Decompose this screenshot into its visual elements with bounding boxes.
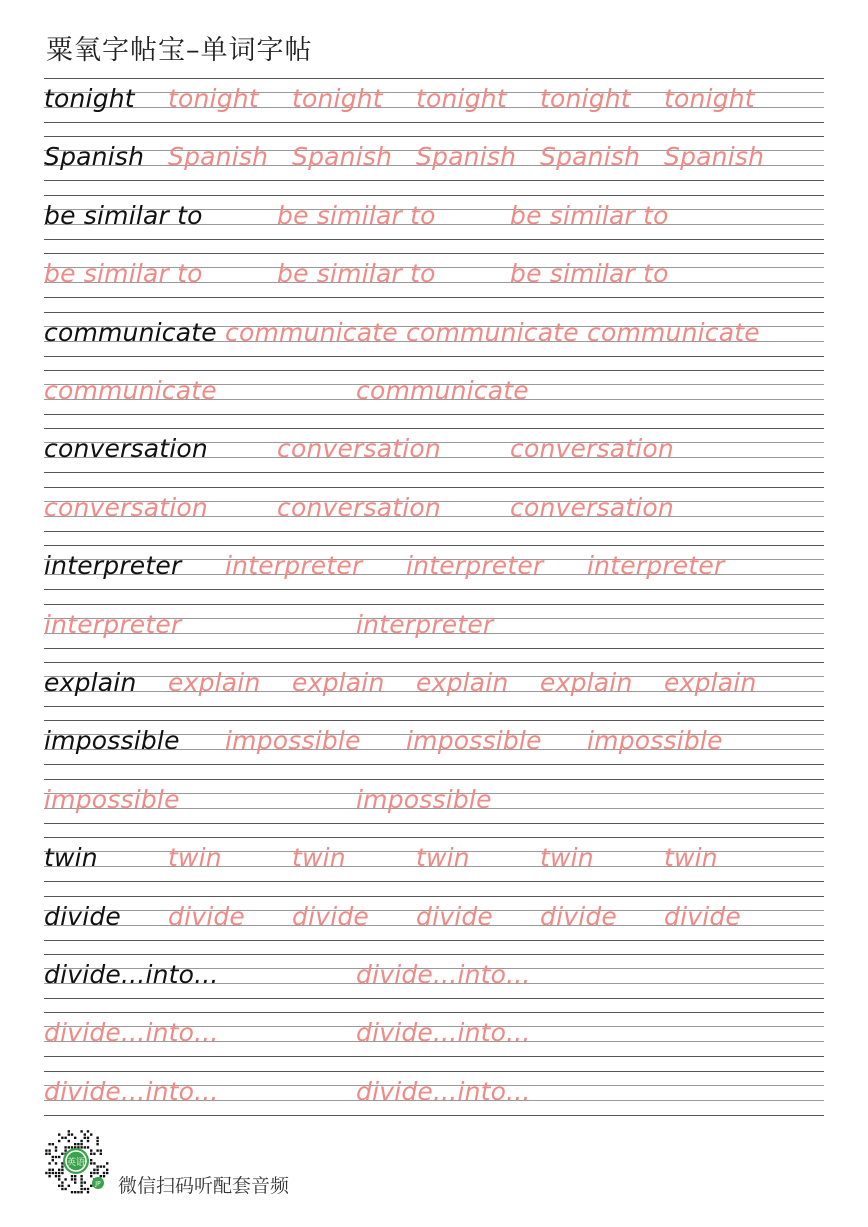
ruled-line <box>44 356 824 357</box>
qr-module <box>96 1143 98 1145</box>
practice-row <box>44 1012 824 1070</box>
qr-module <box>80 1130 82 1132</box>
ruled-line <box>44 370 824 371</box>
ruled-line <box>44 648 824 649</box>
trace-word: divide <box>416 901 494 931</box>
model-word: communicate <box>44 317 217 347</box>
trace-word: tonight <box>540 84 631 113</box>
trace-word: conversation <box>44 492 208 522</box>
ruled-line <box>44 297 824 298</box>
ruled-line <box>44 881 824 882</box>
trace-word: tonight <box>416 84 507 113</box>
trace-word: communicate <box>356 376 529 405</box>
qr-module <box>90 1159 92 1161</box>
trace-word: explain <box>664 668 757 697</box>
trace-word: twin <box>168 843 222 873</box>
ruled-line <box>44 136 824 137</box>
model-word: divide <box>44 901 122 931</box>
ruled-line <box>44 239 824 240</box>
trace-word: Spanish <box>292 142 393 172</box>
trace-word: divide...into... <box>356 1018 531 1048</box>
qr-module <box>45 1172 47 1174</box>
qr-module <box>68 1185 70 1187</box>
practice-row <box>44 954 824 1012</box>
qr-module <box>52 1156 54 1158</box>
trace-word: tonight <box>168 84 259 113</box>
footer-caption: 微信扫码听配套音频 <box>118 1175 290 1197</box>
qr-module <box>45 1149 47 1151</box>
trace-word: communicate <box>587 317 760 347</box>
trace-word: be similar to <box>277 259 436 289</box>
qr-module <box>96 1172 98 1174</box>
practice-row <box>44 1071 824 1129</box>
qr-module <box>103 1165 105 1167</box>
qr-module <box>55 1149 57 1151</box>
qr-module <box>93 1162 95 1164</box>
qr-module <box>80 1181 82 1183</box>
qr-module <box>52 1169 54 1171</box>
practice-row <box>44 896 824 954</box>
trace-word: impossible <box>356 784 492 814</box>
qr-module <box>52 1159 54 1161</box>
qr-module <box>80 1175 82 1177</box>
qr-module <box>55 1146 57 1148</box>
qr-module <box>80 1191 82 1193</box>
qr-module <box>71 1146 73 1148</box>
ruled-line <box>44 180 824 181</box>
qr-module <box>61 1185 63 1187</box>
model-word: conversation <box>44 434 208 464</box>
qr-module <box>96 1137 98 1139</box>
trace-word: conversation <box>510 434 674 464</box>
qr-module <box>103 1175 105 1177</box>
qr-module <box>74 1143 76 1145</box>
model-word: tonight <box>44 84 135 113</box>
qr-module <box>80 1185 82 1187</box>
model-word: Spanish <box>44 142 145 172</box>
trace-word: explain <box>292 668 385 697</box>
qr-code-icon[interactable] <box>40 1125 112 1197</box>
qr-module <box>87 1130 89 1132</box>
ruled-line <box>44 706 824 707</box>
qr-module <box>58 1178 60 1180</box>
qr-module <box>48 1162 50 1164</box>
qr-module <box>48 1169 50 1171</box>
qr-module <box>100 1175 102 1177</box>
ruled-line <box>44 896 824 897</box>
trace-word: communicate <box>44 376 217 405</box>
trace-word: explain <box>540 668 633 697</box>
trace-word: tonight <box>664 84 755 113</box>
model-word: interpreter <box>44 551 182 581</box>
trace-word: be similar to <box>510 259 669 289</box>
trace-word: divide <box>540 901 618 931</box>
trace-word: tonight <box>292 84 383 113</box>
qr-module <box>71 1191 73 1193</box>
mini-badge-label: JP <box>95 1180 101 1188</box>
ruled-line <box>44 312 824 313</box>
qr-module <box>90 1185 92 1187</box>
trace-word: twin <box>664 843 718 873</box>
ruled-line <box>44 720 824 721</box>
ruled-line <box>44 1071 824 1072</box>
qr-module <box>80 1178 82 1180</box>
trace-word: communicate <box>225 317 398 347</box>
trace-word: explain <box>416 668 509 697</box>
qr-module <box>61 1172 63 1174</box>
trace-word: explain <box>168 668 261 697</box>
trace-word: divide...into... <box>44 1076 219 1106</box>
model-word: twin <box>44 843 98 873</box>
trace-word: communicate <box>406 317 579 347</box>
qr-module <box>90 1162 92 1164</box>
practice-row <box>44 195 824 253</box>
qr-module <box>55 1156 57 1158</box>
qr-module <box>80 1188 82 1190</box>
qr-module <box>90 1153 92 1155</box>
qr-module <box>96 1140 98 1142</box>
qr-module <box>96 1169 98 1171</box>
practice-row <box>44 837 824 895</box>
trace-word: divide...into... <box>356 1076 531 1106</box>
trace-word: impossible <box>44 784 180 814</box>
qr-module <box>64 1188 66 1190</box>
qr-module <box>74 1175 76 1177</box>
qr-module <box>80 1146 82 1148</box>
qr-module <box>71 1133 73 1135</box>
qr-module <box>58 1172 60 1174</box>
trace-word: divide...into... <box>356 960 531 989</box>
qr-module <box>90 1149 92 1151</box>
ruled-line <box>44 414 824 415</box>
qr-module <box>74 1137 76 1139</box>
qr-module <box>100 1153 102 1155</box>
qr-module <box>68 1133 70 1135</box>
ruled-line <box>44 998 824 999</box>
qr-module <box>106 1169 108 1171</box>
qr-module <box>100 1149 102 1151</box>
ruled-line <box>44 253 824 254</box>
qr-module <box>68 1146 70 1148</box>
qr-module <box>48 1143 50 1145</box>
trace-word: conversation <box>277 434 441 464</box>
trace-word: interpreter <box>225 551 363 581</box>
qr-module <box>80 1140 82 1142</box>
practice-row <box>44 136 824 194</box>
trace-word: divide <box>168 901 246 931</box>
qr-module <box>58 1175 60 1177</box>
trace-word: divide <box>292 901 370 931</box>
qr-module <box>58 1185 60 1187</box>
ruled-line <box>44 122 824 123</box>
trace-word: be similar to <box>277 200 436 230</box>
ruled-line <box>44 823 824 824</box>
qr-module <box>93 1153 95 1155</box>
ruled-line <box>44 472 824 473</box>
practice-row <box>44 779 824 837</box>
qr-module <box>68 1140 70 1142</box>
qr-module <box>96 1165 98 1167</box>
ruled-line <box>44 779 824 780</box>
ruled-line <box>44 78 824 79</box>
trace-word: Spanish <box>540 142 641 172</box>
qr-module <box>58 1133 60 1135</box>
trace-word: be similar to <box>44 259 203 289</box>
model-word: explain <box>44 668 137 697</box>
qr-module <box>71 1178 73 1180</box>
trace-word: interpreter <box>587 551 725 581</box>
qr-module <box>64 1178 66 1180</box>
qr-module <box>61 1165 63 1167</box>
trace-word: Spanish <box>664 142 765 172</box>
qr-module <box>61 1188 63 1190</box>
practice-row <box>44 78 824 136</box>
ruled-line <box>44 837 824 838</box>
trace-word: conversation <box>510 492 674 522</box>
ruled-line <box>44 195 824 196</box>
ruled-line <box>44 545 824 546</box>
qr-module <box>52 1143 54 1145</box>
qr-module <box>48 1172 50 1174</box>
qr-module <box>87 1137 89 1139</box>
qr-module <box>84 1188 86 1190</box>
qr-module <box>87 1146 89 1148</box>
qr-module <box>87 1140 89 1142</box>
model-word: impossible <box>44 726 180 756</box>
qr-module <box>90 1172 92 1174</box>
page-title: 粟氧字帖宝–单词字帖 <box>46 35 313 66</box>
ruled-line <box>44 1115 824 1116</box>
qr-module <box>90 1175 92 1177</box>
qr-module <box>100 1165 102 1167</box>
trace-word: interpreter <box>44 609 182 639</box>
trace-word: conversation <box>277 492 441 522</box>
trace-word: twin <box>292 843 346 873</box>
qr-module <box>74 1178 76 1180</box>
qr-module <box>68 1130 70 1132</box>
qr-module <box>64 1149 66 1151</box>
qr-module <box>77 1143 79 1145</box>
practice-row <box>44 720 824 778</box>
qr-module <box>93 1172 95 1174</box>
qr-module <box>103 1172 105 1174</box>
qr-module <box>55 1175 57 1177</box>
qr-module <box>106 1172 108 1174</box>
qr-module <box>74 1181 76 1183</box>
ruled-line <box>44 662 824 663</box>
trace-word: impossible <box>406 726 542 756</box>
practice-row <box>44 662 824 720</box>
badge-label: 英语 <box>66 1158 86 1168</box>
qr-module <box>74 1191 76 1193</box>
qr-module <box>58 1140 60 1142</box>
ruled-line <box>44 1012 824 1013</box>
qr-module <box>45 1153 47 1155</box>
trace-word: twin <box>540 843 594 873</box>
trace-word: twin <box>416 843 470 873</box>
ruled-line <box>44 1056 824 1057</box>
practice-row <box>44 545 824 603</box>
qr-module <box>64 1146 66 1148</box>
trace-word: divide <box>664 901 742 931</box>
ruled-line <box>44 954 824 955</box>
qr-module <box>84 1181 86 1183</box>
practice-row <box>44 370 824 428</box>
trace-word: divide...into... <box>44 1018 219 1048</box>
qr-module <box>52 1172 54 1174</box>
qr-module <box>71 1175 73 1177</box>
qr-module <box>77 1191 79 1193</box>
qr-module <box>61 1169 63 1171</box>
qr-module <box>84 1146 86 1148</box>
trace-word: Spanish <box>416 142 517 172</box>
qr-module <box>106 1162 108 1164</box>
model-word: divide...into... <box>44 960 219 989</box>
qr-module <box>61 1137 63 1139</box>
practice-row <box>44 253 824 311</box>
qr-module <box>61 1181 63 1183</box>
practice-row <box>44 428 824 486</box>
qr-module <box>96 1149 98 1151</box>
qr-module <box>61 1153 63 1155</box>
qr-module <box>55 1162 57 1164</box>
model-word: be similar to <box>44 200 203 230</box>
trace-word: Spanish <box>168 142 269 172</box>
qr-module <box>87 1191 89 1193</box>
qr-module <box>80 1143 82 1145</box>
qr-module <box>84 1137 86 1139</box>
trace-word: interpreter <box>406 551 544 581</box>
qr-module <box>87 1188 89 1190</box>
ruled-line <box>44 589 824 590</box>
trace-word: interpreter <box>356 609 494 639</box>
practice-row <box>44 312 824 370</box>
qr-module <box>64 1137 66 1139</box>
qr-module <box>55 1172 57 1174</box>
practice-row <box>44 487 824 545</box>
trace-word: impossible <box>225 726 361 756</box>
ruled-line <box>44 940 824 941</box>
ruled-line <box>44 764 824 765</box>
trace-word: impossible <box>587 726 723 756</box>
qr-module <box>58 1169 60 1171</box>
qr-module <box>48 1149 50 1151</box>
ruled-line <box>44 487 824 488</box>
qr-module <box>48 1153 50 1155</box>
qr-module <box>48 1175 50 1177</box>
qr-module <box>58 1156 60 1158</box>
ruled-line <box>44 428 824 429</box>
trace-word: be similar to <box>510 200 669 230</box>
qr-module <box>93 1169 95 1171</box>
practice-row <box>44 604 824 662</box>
qr-module <box>90 1133 92 1135</box>
ruled-line <box>44 531 824 532</box>
ruled-line <box>44 604 824 605</box>
qr-module <box>84 1133 86 1135</box>
